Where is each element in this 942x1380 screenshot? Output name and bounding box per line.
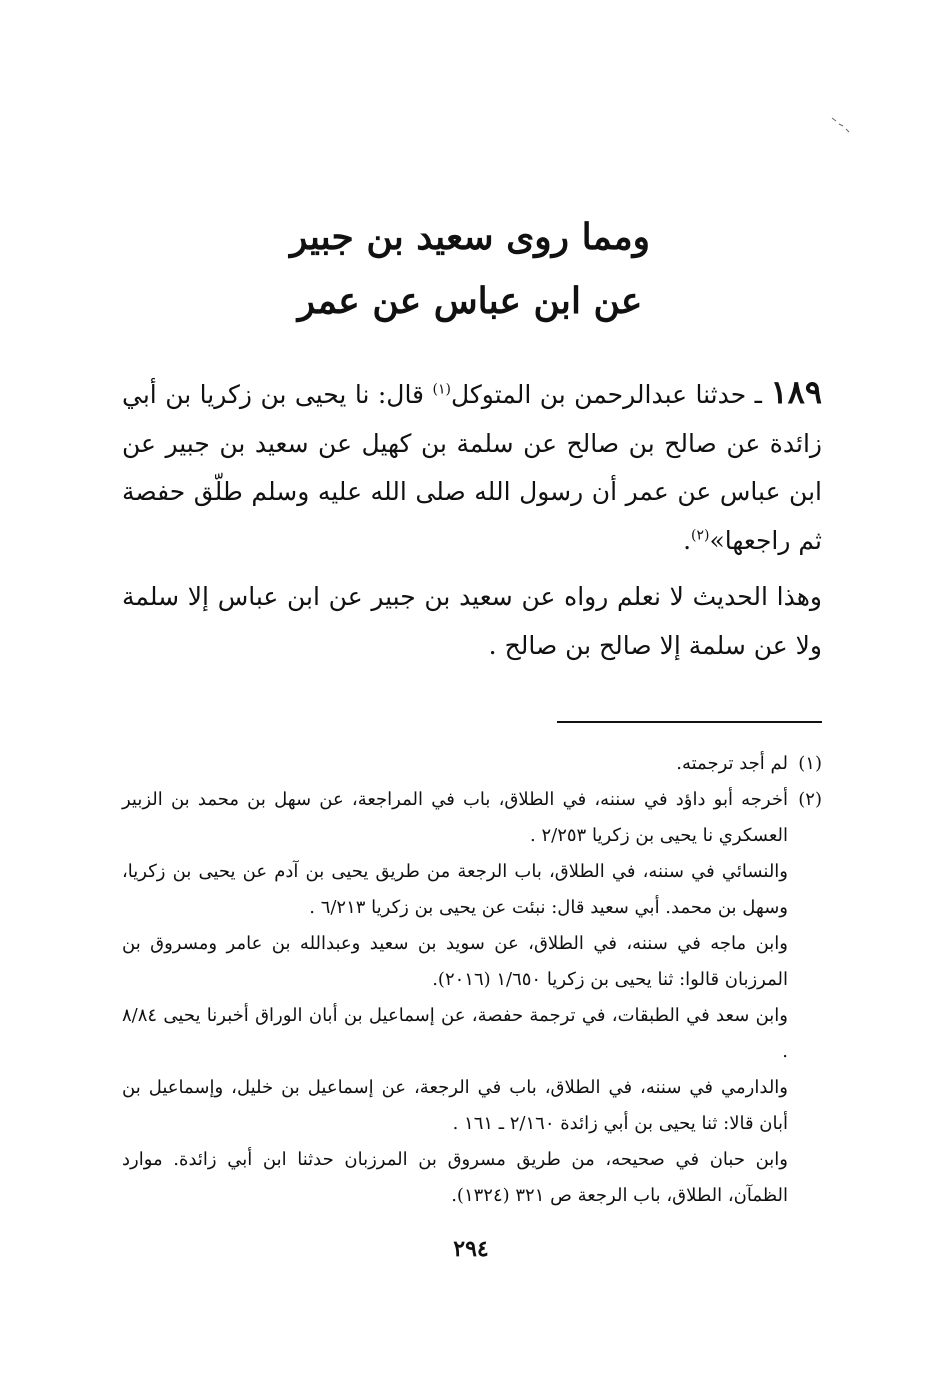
footnote-2 (122, 782, 822, 854)
hadith-paragraph (122, 368, 822, 565)
footnotes-block (122, 746, 822, 1214)
footnote-2-source-ibn-majah: وابن ماجه في سننه، في الطلاق، عن سويد بن سعيد وعبدالله بن عامر ومسروق بن المرزبان قالوا: ثنا يحيى بن زكريا ١/٦٥٠ (٢٠١٦). (122, 933, 788, 990)
section-heading (120, 205, 820, 333)
footnote-1-text: لم أجد ترجمته. (676, 753, 788, 774)
hadith-text-part-1: ـ حدثنا عبدالرحمن بن المتوكل (450, 380, 771, 409)
commentary-paragraph: وهذا الحديث لا نعلم رواه عن سعيد بن جبير عن ابن عباس إلا سلمة ولا عن سلمة إلا صالح بن صالح . (122, 582, 822, 660)
footnote-2-source-nasai: والنسائي في سننه، في الطلاق، باب الرجعة من طريق يحيى بن آدم عن يحيى بن زكريا، وسهل بن محمد. أبي سعيد قال: نبئت عن يحيى بن زكريا ٦/٢١٣ . (122, 861, 788, 918)
footnote-2-source-darimi: والدارمي في سننه، في الطلاق، باب في الرجعة، عن إسماعيل بن خليل، وإسماعيل بن أبان قالا: ثنا يحيى بن أبي زائدة ٢/١٦٠ ـ ١٦١ . (122, 1077, 788, 1134)
scan-speck-mark (830, 114, 852, 134)
footnote-1-number: (١) (798, 753, 822, 774)
heading-line-1: ومما روى سعيد بن جبير (289, 216, 651, 258)
hadith-text-part-2: قال: نا يحيى بن زكريا بن أبي زائدة عن صالح بن صالح عن سلمة بن كهيل عن سعيد بن جبير عن ابن عباس عن عمر أن رسول الله صلى الله عليه وسلم طلّق حفصة ثم راجعها» (122, 380, 822, 555)
footnote-1 (122, 746, 822, 782)
footnote-2-source-ibn-saad: وابن سعد في الطبقات، في ترجمة حفصة، عن إسماعيل بن أبان الوراق أخبرنا يحيى ٨/٨٤ . (122, 1005, 788, 1062)
hadith-number: ١٨٩ (770, 373, 822, 411)
page-number: ٢٩٤ (453, 1236, 489, 1262)
footnote-2-source-ibn-hibban: وابن حبان في صحيحه، من طريق مسروق بن المرزبان حدثنا ابن أبي زائدة. موارد الظمآن، الطلاق، باب الرجعة ص ٣٢١ (١٣٢٤). (122, 1149, 788, 1206)
heading-line-2: عن ابن عباس عن عمر (297, 280, 643, 322)
footnote-separator (557, 721, 822, 723)
footnote-2-first-source: أخرجه أبو داؤد في سننه، في الطلاق، باب في المراجعة، عن سهل بن محمد بن الزبير العسكري نا يحيى بن زكريا ٢/٢٥٣ . (122, 789, 788, 846)
main-text (122, 368, 822, 678)
footnote-2-number: (٢) (798, 789, 822, 810)
footnote-ref-1: (١) (432, 381, 451, 398)
hadith-text-end: . (683, 525, 692, 555)
footnote-ref-2: (٢) (691, 527, 710, 544)
